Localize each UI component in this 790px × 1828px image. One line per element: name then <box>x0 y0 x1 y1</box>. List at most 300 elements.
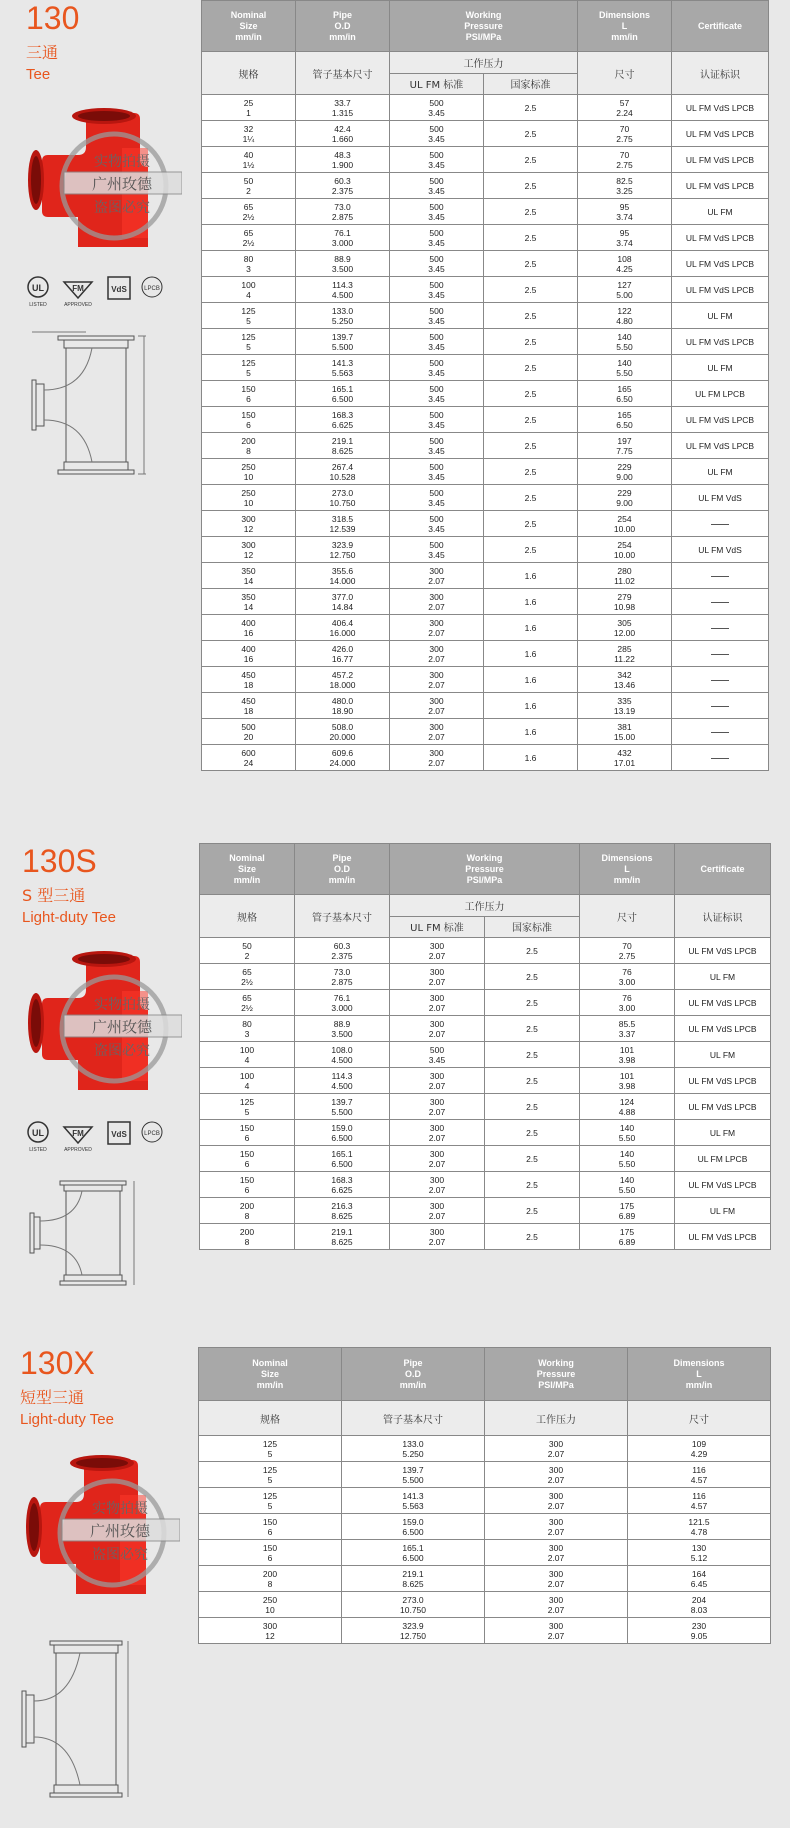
product-name-en: Light-duty Tee <box>22 909 116 926</box>
col-dimensions: Dimensions L mm/in <box>578 1 672 52</box>
cell-pressure-ulfm: 500 3.45 <box>390 485 484 511</box>
table-row <box>200 1016 771 1042</box>
cell-certificate: UL FM VdS LPCB <box>672 407 769 433</box>
product-name-cn: 三通 <box>26 43 59 62</box>
cell-nominal-size: 40 1½ <box>202 147 296 173</box>
cell-pressure-national: 2.5 <box>484 147 578 173</box>
table-row <box>202 121 769 147</box>
cell-pressure-national: 2.5 <box>485 1172 580 1198</box>
cell-nominal-size: 400 16 <box>202 615 296 641</box>
cell-nominal-size: 125 5 <box>202 303 296 329</box>
cell-nominal-size: 250 10 <box>202 485 296 511</box>
cell-pressure-national: 2.5 <box>484 381 578 407</box>
cell-pipe-od: 168.3 6.625 <box>295 1172 390 1198</box>
cell-pipe-od: 76.1 3.000 <box>296 225 390 251</box>
cell-pressure-ulfm: 300 2.07 <box>390 1146 485 1172</box>
col-cert-cn: 认证标识 <box>675 895 771 938</box>
table-row <box>200 1068 771 1094</box>
product-name-cn: 短型三通 <box>20 1388 85 1407</box>
cell-certificate: UL FM VdS LPCB <box>672 121 769 147</box>
cell-certificate: UL FM VdS <box>672 485 769 511</box>
tee-drawing <box>18 1635 138 1810</box>
cell-nominal-size: 80 3 <box>202 251 296 277</box>
cell-pressure-ulfm: 500 3.45 <box>390 537 484 563</box>
cell-nominal-size: 125 5 <box>200 1094 295 1120</box>
cell-pipe-od: 88.9 3.500 <box>295 1016 390 1042</box>
col-size-cn: 尺寸 <box>578 52 672 95</box>
empty-dash <box>711 706 729 707</box>
cell-pipe-od: 216.3 8.625 <box>295 1198 390 1224</box>
cell-pressure-national: 2.5 <box>484 329 578 355</box>
cell-pipe-od: 406.4 16.000 <box>296 615 390 641</box>
col-pipe-cn: 管子基本尺寸 <box>342 1401 485 1436</box>
cell-pressure-ulfm: 500 3.45 <box>390 381 484 407</box>
col-cert-cn: 认证标识 <box>672 52 769 95</box>
cell-pressure-national: 2.5 <box>485 1120 580 1146</box>
cell-pressure-national: 2.5 <box>484 173 578 199</box>
cell-pressure-ulfm: 300 2.07 <box>390 990 485 1016</box>
cell-pipe-od: 165.1 6.500 <box>342 1540 485 1566</box>
cell-dimension-l: 57 2.24 <box>578 95 672 121</box>
cell-pipe-od: 48.3 1.900 <box>296 147 390 173</box>
cell-pressure-ulfm: 300 2.07 <box>390 693 484 719</box>
cell-dimension-l: 95 3.74 <box>578 199 672 225</box>
cell-certificate: UL FM VdS LPCB <box>672 277 769 303</box>
col-pressure-cn: 工作压力 <box>390 895 580 917</box>
table-row <box>200 990 771 1016</box>
spec-table-130s <box>199 843 771 1250</box>
cell-certificate <box>672 667 769 693</box>
lpcb-logo <box>142 1122 162 1142</box>
cell-pipe-od: 76.1 3.000 <box>295 990 390 1016</box>
product-name-cn: S 型三通 <box>22 886 86 905</box>
watermark-line-2: 广州玫德 <box>91 175 153 193</box>
cell-nominal-size: 400 16 <box>202 641 296 667</box>
cell-dimension-l: 140 5.50 <box>580 1172 675 1198</box>
cell-dimension-l: 116 4.57 <box>628 1488 771 1514</box>
watermark-line-3: 盗图必究 <box>94 200 150 216</box>
table-row <box>200 1198 771 1224</box>
cell-nominal-size: 500 20 <box>202 719 296 745</box>
cell-certificate: UL FM VdS LPCB <box>672 95 769 121</box>
cell-pressure-national: 1.6 <box>484 719 578 745</box>
table-row <box>202 355 769 381</box>
table-row <box>200 964 771 990</box>
cell-certificate: UL FM VdS LPCB <box>675 990 771 1016</box>
table-row <box>199 1514 771 1540</box>
cell-nominal-size: 65 2½ <box>200 990 295 1016</box>
cell-pressure-ulfm: 300 2.07 <box>485 1436 628 1462</box>
cell-dimension-l: 70 2.75 <box>578 121 672 147</box>
tee-drawing <box>26 1173 146 1298</box>
cell-pressure-ulfm: 500 3.45 <box>390 277 484 303</box>
cell-certificate: UL FM VdS LPCB <box>672 173 769 199</box>
cell-pressure-ulfm: 300 2.07 <box>390 1068 485 1094</box>
cell-nominal-size: 125 5 <box>199 1436 342 1462</box>
cell-dimension-l: 109 4.29 <box>628 1436 771 1462</box>
empty-dash <box>711 628 729 629</box>
table-row <box>202 459 769 485</box>
cell-dimension-l: 229 9.00 <box>578 485 672 511</box>
cell-certificate: UL FM <box>672 303 769 329</box>
table-row <box>202 199 769 225</box>
cell-certificate <box>672 615 769 641</box>
cell-dimension-l: 254 10.00 <box>578 537 672 563</box>
cell-certificate: UL FM <box>672 199 769 225</box>
cell-pressure-national: 1.6 <box>484 745 578 771</box>
cell-dimension-l: 280 11.02 <box>578 563 672 589</box>
cell-pressure-national: 2.5 <box>484 303 578 329</box>
empty-dash <box>711 654 729 655</box>
cell-pipe-od: 73.0 2.875 <box>296 199 390 225</box>
section-130s <box>0 843 790 1293</box>
cell-pressure-national: 2.5 <box>484 121 578 147</box>
table-row <box>202 407 769 433</box>
empty-dash <box>711 524 729 525</box>
cell-pressure-national: 2.5 <box>484 277 578 303</box>
cell-pressure-national: 1.6 <box>484 693 578 719</box>
table-row <box>202 641 769 667</box>
cell-pressure-national: 2.5 <box>485 1068 580 1094</box>
cell-pressure-ulfm: 500 3.45 <box>390 433 484 459</box>
cell-certificate: UL FM VdS LPCB <box>675 1068 771 1094</box>
svg-text:LISTED: LISTED <box>29 302 47 308</box>
cell-pipe-od: 88.9 3.500 <box>296 251 390 277</box>
table-row <box>202 277 769 303</box>
table-row <box>202 667 769 693</box>
table-row <box>202 225 769 251</box>
tee-drawing <box>26 330 151 495</box>
cell-pressure-national: 2.5 <box>484 225 578 251</box>
table-row <box>202 303 769 329</box>
product-photo <box>22 951 182 1091</box>
col-working-pressure: Working Pressure PSI/MPa <box>390 844 580 895</box>
cell-dimension-l: 164 6.45 <box>628 1566 771 1592</box>
cell-nominal-size: 65 2½ <box>200 964 295 990</box>
table-row <box>202 329 769 355</box>
cell-nominal-size: 350 14 <box>202 563 296 589</box>
cell-dimension-l: 85.5 3.37 <box>580 1016 675 1042</box>
col-working-pressure: Working Pressure PSI/MPa <box>485 1348 628 1401</box>
col-pressure-cn: 工作压力 <box>390 52 578 74</box>
cell-pressure-national: 2.5 <box>485 990 580 1016</box>
cell-dimension-l: 76 3.00 <box>580 990 675 1016</box>
cell-nominal-size: 125 5 <box>202 355 296 381</box>
cell-pipe-od: 609.6 24.000 <box>296 745 390 771</box>
table-row <box>199 1566 771 1592</box>
cell-dimension-l: 381 15.00 <box>578 719 672 745</box>
table-row <box>202 693 769 719</box>
cell-dimension-l: 140 5.50 <box>580 1146 675 1172</box>
table-row <box>200 1146 771 1172</box>
table-row <box>200 1042 771 1068</box>
svg-text:FM: FM <box>72 1129 84 1138</box>
cell-pressure-ulfm: 300 2.07 <box>390 745 484 771</box>
svg-text:UL: UL <box>32 1128 44 1138</box>
cell-pressure-national: 1.6 <box>484 563 578 589</box>
cell-nominal-size: 600 24 <box>202 745 296 771</box>
table-row <box>202 589 769 615</box>
cell-dimension-l: 70 2.75 <box>578 147 672 173</box>
table-row <box>202 485 769 511</box>
col-ulfm-cn: UL FM 标准 <box>390 916 485 938</box>
col-dimensions: Dimensions L mm/in <box>580 844 675 895</box>
cell-dimension-l: 122 4.80 <box>578 303 672 329</box>
cell-dimension-l: 229 9.00 <box>578 459 672 485</box>
cell-pressure-national: 2.5 <box>484 459 578 485</box>
table-row <box>200 1172 771 1198</box>
cell-pipe-od: 267.4 10.528 <box>296 459 390 485</box>
col-pipe-cn: 管子基本尺寸 <box>296 52 390 95</box>
watermark-line-3: 盗图必究 <box>92 1547 148 1563</box>
cell-certificate: UL FM <box>672 459 769 485</box>
spec-table-130 <box>201 0 769 771</box>
table-row <box>202 511 769 537</box>
cell-certificate: UL FM <box>675 1198 771 1224</box>
cell-pipe-od: 377.0 14.84 <box>296 589 390 615</box>
cell-pressure-national: 2.5 <box>484 95 578 121</box>
cell-dimension-l: 342 13.46 <box>578 667 672 693</box>
cell-dimension-l: 95 3.74 <box>578 225 672 251</box>
product-code: 130 <box>26 0 80 36</box>
cell-pressure-ulfm: 300 2.07 <box>390 615 484 641</box>
cell-certificate: UL FM <box>675 964 771 990</box>
cell-certificate: UL FM LPCB <box>672 381 769 407</box>
cell-pressure-national: 2.5 <box>485 1146 580 1172</box>
col-certificate: Certificate <box>675 844 771 895</box>
cell-certificate: UL FM VdS LPCB <box>672 251 769 277</box>
col-nominal-size: Nominal Size mm/in <box>202 1 296 52</box>
cell-pipe-od: 273.0 10.750 <box>342 1592 485 1618</box>
col-spec-cn: 规格 <box>202 52 296 95</box>
cell-dimension-l: 121.5 4.78 <box>628 1514 771 1540</box>
fm-approved-logo <box>64 282 92 308</box>
product-code: 130S <box>22 843 97 879</box>
cell-pressure-national: 2.5 <box>485 938 580 964</box>
cell-nominal-size: 150 6 <box>202 407 296 433</box>
cell-pressure-ulfm: 300 2.07 <box>390 589 484 615</box>
cell-dimension-l: 305 12.00 <box>578 615 672 641</box>
cell-pipe-od: 114.3 4.500 <box>295 1068 390 1094</box>
cell-nominal-size: 150 6 <box>200 1146 295 1172</box>
cell-pipe-od: 323.9 12.750 <box>342 1618 485 1644</box>
cell-nominal-size: 125 5 <box>199 1462 342 1488</box>
cell-dimension-l: 101 3.98 <box>580 1068 675 1094</box>
cell-pressure-ulfm: 500 3.45 <box>390 329 484 355</box>
cell-dimension-l: 124 4.88 <box>580 1094 675 1120</box>
cell-certificate: UL FM VdS LPCB <box>675 1016 771 1042</box>
cell-pressure-national: 2.5 <box>485 1198 580 1224</box>
cell-pressure-ulfm: 500 3.45 <box>390 95 484 121</box>
empty-dash <box>711 602 729 603</box>
cell-pressure-national: 2.5 <box>484 199 578 225</box>
cell-dimension-l: 279 10.98 <box>578 589 672 615</box>
cell-pressure-ulfm: 500 3.45 <box>390 199 484 225</box>
cell-nominal-size: 100 4 <box>200 1042 295 1068</box>
cell-dimension-l: 197 7.75 <box>578 433 672 459</box>
section-130x <box>0 1345 790 1828</box>
watermark-stamp <box>22 951 182 1091</box>
cell-dimension-l: 116 4.57 <box>628 1462 771 1488</box>
cell-certificate: UL FM <box>675 1120 771 1146</box>
cell-nominal-size: 150 6 <box>199 1540 342 1566</box>
empty-dash <box>711 732 729 733</box>
cell-pipe-od: 60.3 2.375 <box>296 173 390 199</box>
cell-pipe-od: 133.0 5.250 <box>296 303 390 329</box>
cell-dimension-l: 254 10.00 <box>578 511 672 537</box>
cell-nominal-size: 300 12 <box>202 537 296 563</box>
cell-nominal-size: 200 8 <box>202 433 296 459</box>
cell-pressure-national: 2.5 <box>485 964 580 990</box>
table-row <box>202 615 769 641</box>
col-pipe-od: Pipe O.D mm/in <box>342 1348 485 1401</box>
watermark-line-3: 盗图必究 <box>94 1043 150 1059</box>
svg-text:FM: FM <box>72 284 84 293</box>
table-row <box>199 1540 771 1566</box>
cell-pressure-national: 2.5 <box>484 433 578 459</box>
cert-logos <box>24 1119 174 1153</box>
col-pipe-cn: 管子基本尺寸 <box>295 895 390 938</box>
cell-dimension-l: 335 13.19 <box>578 693 672 719</box>
cell-pressure-ulfm: 500 3.45 <box>390 225 484 251</box>
table-row <box>200 938 771 964</box>
cell-nominal-size: 450 18 <box>202 693 296 719</box>
table-row <box>202 147 769 173</box>
cell-certificate: UL FM VdS <box>672 537 769 563</box>
col-pipe-od: Pipe O.D mm/in <box>295 844 390 895</box>
watermark-line-1: 实物拍摄 <box>94 154 150 170</box>
cell-nominal-size: 150 6 <box>199 1514 342 1540</box>
cell-pressure-ulfm: 300 2.07 <box>390 1094 485 1120</box>
cell-certificate: UL FM VdS LPCB <box>675 1094 771 1120</box>
cell-pipe-od: 165.1 6.500 <box>296 381 390 407</box>
fm-approved-logo <box>64 1127 92 1153</box>
cell-nominal-size: 125 5 <box>202 329 296 355</box>
cell-pressure-national: 2.5 <box>485 1094 580 1120</box>
svg-text:VdS: VdS <box>111 285 127 294</box>
cell-nominal-size: 200 8 <box>199 1566 342 1592</box>
cell-pipe-od: 219.1 8.625 <box>342 1566 485 1592</box>
cell-dimension-l: 285 11.22 <box>578 641 672 667</box>
cell-certificate: UL FM VdS LPCB <box>675 938 771 964</box>
table-row <box>202 173 769 199</box>
cell-pressure-national: 2.5 <box>484 511 578 537</box>
cell-dimension-l: 165 6.50 <box>578 381 672 407</box>
cell-pressure-ulfm: 300 2.07 <box>485 1618 628 1644</box>
cell-nominal-size: 50 2 <box>200 938 295 964</box>
cell-pressure-ulfm: 500 3.45 <box>390 147 484 173</box>
cell-certificate: UL FM VdS LPCB <box>672 433 769 459</box>
cell-pipe-od: 426.0 16.77 <box>296 641 390 667</box>
cell-pressure-ulfm: 300 2.07 <box>485 1488 628 1514</box>
cell-pipe-od: 139.7 5.500 <box>342 1462 485 1488</box>
watermark-line-1: 实物拍摄 <box>92 1501 148 1517</box>
table-row <box>200 1094 771 1120</box>
col-nominal-size: Nominal Size mm/in <box>200 844 295 895</box>
cell-pressure-ulfm: 500 3.45 <box>390 355 484 381</box>
table-row <box>199 1462 771 1488</box>
cell-dimension-l: 101 3.98 <box>580 1042 675 1068</box>
cell-pressure-national: 2.5 <box>484 251 578 277</box>
cell-pressure-ulfm: 300 2.07 <box>390 938 485 964</box>
cell-certificate: UL FM VdS LPCB <box>675 1224 771 1250</box>
cell-pressure-ulfm: 500 3.45 <box>390 459 484 485</box>
cell-certificate: UL FM <box>675 1042 771 1068</box>
table-row <box>200 1224 771 1250</box>
cell-pipe-od: 273.0 10.750 <box>296 485 390 511</box>
cell-nominal-size: 50 2 <box>202 173 296 199</box>
svg-text:LISTED: LISTED <box>29 1147 47 1153</box>
col-size-cn: 尺寸 <box>628 1401 771 1436</box>
cell-pressure-ulfm: 300 2.07 <box>390 641 484 667</box>
table-row <box>199 1488 771 1514</box>
cell-pipe-od: 139.7 5.500 <box>295 1094 390 1120</box>
cell-pressure-ulfm: 500 3.45 <box>390 511 484 537</box>
cell-pressure-ulfm: 300 2.07 <box>390 1198 485 1224</box>
product-photo <box>20 1455 180 1595</box>
watermark-stamp <box>22 108 182 248</box>
cell-pipe-od: 33.7 1.315 <box>296 95 390 121</box>
cell-dimension-l: 140 5.50 <box>580 1120 675 1146</box>
cell-pipe-od: 139.7 5.500 <box>296 329 390 355</box>
cell-dimension-l: 165 6.50 <box>578 407 672 433</box>
cell-nominal-size: 32 1¼ <box>202 121 296 147</box>
cell-pipe-od: 159.0 6.500 <box>295 1120 390 1146</box>
cell-nominal-size: 150 6 <box>200 1120 295 1146</box>
cell-pipe-od: 508.0 20.000 <box>296 719 390 745</box>
cell-nominal-size: 150 6 <box>200 1172 295 1198</box>
cell-pressure-national: 1.6 <box>484 615 578 641</box>
col-size-cn: 尺寸 <box>580 895 675 938</box>
col-dimensions: Dimensions L mm/in <box>628 1348 771 1401</box>
cell-nominal-size: 200 8 <box>200 1198 295 1224</box>
cell-dimension-l: 204 8.03 <box>628 1592 771 1618</box>
empty-dash <box>711 576 729 577</box>
cell-nominal-size: 65 2½ <box>202 199 296 225</box>
cell-pipe-od: 133.0 5.250 <box>342 1436 485 1462</box>
cell-dimension-l: 175 6.89 <box>580 1198 675 1224</box>
ul-listed-logo <box>28 1122 48 1153</box>
cell-pressure-ulfm: 500 3.45 <box>390 251 484 277</box>
cell-nominal-size: 100 4 <box>200 1068 295 1094</box>
lpcb-logo <box>142 277 162 297</box>
cell-dimension-l: 130 5.12 <box>628 1540 771 1566</box>
cell-dimension-l: 432 17.01 <box>578 745 672 771</box>
watermark-stamp <box>20 1455 180 1595</box>
cell-pipe-od: 318.5 12.539 <box>296 511 390 537</box>
cell-pipe-od: 108.0 4.500 <box>295 1042 390 1068</box>
cell-dimension-l: 127 5.00 <box>578 277 672 303</box>
watermark-line-2: 广州玫德 <box>91 1018 153 1036</box>
cell-nominal-size: 150 6 <box>202 381 296 407</box>
cell-certificate: UL FM VdS LPCB <box>672 147 769 173</box>
cell-pipe-od: 165.1 6.500 <box>295 1146 390 1172</box>
cell-pressure-national: 2.5 <box>485 1224 580 1250</box>
cell-certificate: UL FM VdS LPCB <box>672 225 769 251</box>
cell-pressure-ulfm: 500 3.45 <box>390 121 484 147</box>
svg-text:LPCB: LPCB <box>144 1131 160 1137</box>
cell-pressure-ulfm: 300 2.07 <box>485 1592 628 1618</box>
cell-nominal-size: 250 10 <box>199 1592 342 1618</box>
cell-pipe-od: 141.3 5.563 <box>296 355 390 381</box>
product-name-en: Light-duty Tee <box>20 1411 114 1428</box>
cell-pressure-ulfm: 500 3.45 <box>390 1042 485 1068</box>
cell-certificate: UL FM VdS LPCB <box>675 1172 771 1198</box>
cell-pressure-national: 1.6 <box>484 667 578 693</box>
cell-pipe-od: 355.6 14.000 <box>296 563 390 589</box>
cell-pipe-od: 141.3 5.563 <box>342 1488 485 1514</box>
cert-logos <box>24 274 174 308</box>
